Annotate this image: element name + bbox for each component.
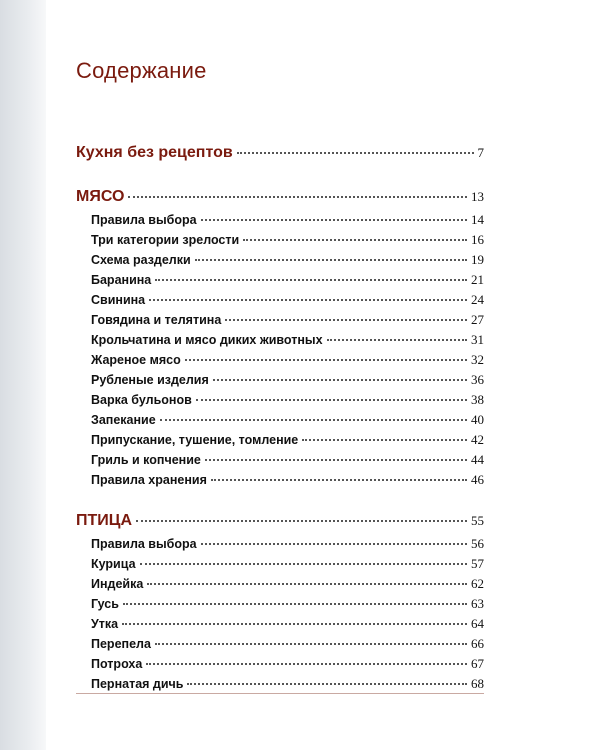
- toc-item-row: [91, 432, 484, 448]
- toc-item-label: Правила хранения: [91, 473, 207, 487]
- toc-section-label: МЯСО: [76, 188, 125, 205]
- toc-item-row: [91, 372, 484, 388]
- dot-leader: [128, 196, 467, 198]
- toc-item-label: Утка: [91, 617, 119, 631]
- toc-item-page: 16: [471, 232, 484, 247]
- toc-item-label: Три категории зрелости: [91, 233, 240, 247]
- toc-item-page: 24: [471, 292, 484, 307]
- toc-item-page: 63: [471, 596, 484, 611]
- dot-leader: [149, 299, 467, 301]
- toc-item-row: [91, 656, 484, 672]
- toc-item-page: 67: [471, 656, 484, 671]
- toc-item-page: 38: [471, 392, 484, 407]
- toc-item-label: Рубленые изделия: [91, 373, 209, 387]
- toc-item-row: [91, 676, 484, 692]
- toc-item-label: Говядина и телятина: [91, 313, 222, 327]
- dot-leader: [195, 259, 467, 261]
- dot-leader: [146, 663, 467, 665]
- dot-leader: [185, 359, 467, 361]
- dot-leader: [122, 623, 467, 625]
- toc-item-row: [91, 212, 484, 228]
- dot-leader: [147, 583, 467, 585]
- toc-item-row: [91, 412, 484, 428]
- toc-item-page: 68: [471, 676, 484, 691]
- toc-item-page: 27: [471, 312, 484, 327]
- toc-item-page: 19: [471, 252, 484, 267]
- dot-leader: [243, 239, 467, 241]
- dot-leader: [302, 439, 467, 441]
- toc-intro-row: [76, 144, 484, 162]
- page-title: Содержание: [76, 58, 207, 83]
- toc-item-row: [91, 472, 484, 488]
- dot-leader: [140, 563, 467, 565]
- toc-item-row: [91, 272, 484, 288]
- toc-intro-page: 7: [477, 145, 484, 160]
- toc-section-label: ПТИЦА: [76, 512, 133, 529]
- toc-item-page: 42: [471, 432, 484, 447]
- toc-item-label: Правила выбора: [91, 537, 197, 551]
- dot-leader: [123, 603, 467, 605]
- dot-leader: [136, 520, 467, 522]
- toc-item-label: Баранина: [91, 273, 152, 287]
- toc-item-row: [91, 556, 484, 572]
- toc-section-row: [76, 188, 484, 206]
- dot-leader: [196, 399, 467, 401]
- toc-item-label: Индейка: [91, 577, 144, 591]
- toc-item-label: Гусь: [91, 597, 119, 611]
- toc-item-row: [91, 332, 484, 348]
- toc-item-row: [91, 452, 484, 468]
- dot-leader: [205, 459, 467, 461]
- toc-item-label: Запекание: [91, 413, 156, 427]
- toc-item-row: [91, 292, 484, 308]
- page-gutter-shadow: [0, 0, 46, 750]
- toc-item-row: [91, 392, 484, 408]
- toc-item-label: Потроха: [91, 657, 143, 671]
- toc-item-row: [91, 576, 484, 592]
- toc-section-page: 13: [471, 189, 484, 204]
- dot-leader: [327, 339, 467, 341]
- dot-leader: [211, 479, 467, 481]
- dot-leader: [187, 683, 467, 685]
- toc-item-label: Схема разделки: [91, 253, 191, 267]
- dot-leader: [201, 219, 467, 221]
- dot-leader: [237, 152, 474, 154]
- toc-item-page: 57: [471, 556, 484, 571]
- toc-item-row: [91, 352, 484, 368]
- dot-leader: [213, 379, 467, 381]
- toc-item-row: [91, 616, 484, 632]
- dot-leader: [155, 643, 467, 645]
- toc-item-label: Крольчатина и мясо диких животных: [91, 333, 323, 347]
- toc-item-page: 32: [471, 352, 484, 367]
- dot-leader: [201, 543, 467, 545]
- toc-item-label: Припускание, тушение, томление: [91, 433, 299, 447]
- toc-item-label: Пернатая дичь: [91, 677, 184, 691]
- toc-item-page: 56: [471, 536, 484, 551]
- toc-item-page: 21: [471, 272, 484, 287]
- toc-item-row: [91, 252, 484, 268]
- toc-item-page: 36: [471, 372, 484, 387]
- toc-item-page: 44: [471, 452, 484, 467]
- toc-item-page: 62: [471, 576, 484, 591]
- toc-item-row: [91, 636, 484, 652]
- dot-leader: [160, 419, 467, 421]
- toc-item-row: [91, 232, 484, 248]
- toc-item-label: Свинина: [91, 293, 146, 307]
- toc-item-page: 66: [471, 636, 484, 651]
- toc-item-page: 46: [471, 472, 484, 487]
- toc-item-page: 31: [471, 332, 484, 347]
- toc-intro-label: Кухня без рецептов: [76, 144, 233, 161]
- toc-item-label: Перепела: [91, 637, 151, 651]
- toc-item-row: [91, 312, 484, 328]
- dot-leader: [225, 319, 467, 321]
- toc-item-page: 64: [471, 616, 484, 631]
- toc-item-label: Жареное мясо: [91, 353, 181, 367]
- toc-item-page: 40: [471, 412, 484, 427]
- toc-section-row: [76, 512, 484, 530]
- toc-item-row: [91, 536, 484, 552]
- toc-section-page: 55: [471, 513, 484, 528]
- toc-item-row: [91, 596, 484, 612]
- toc-item-label: Гриль и копчение: [91, 453, 201, 467]
- toc-item-label: Варка бульонов: [91, 393, 192, 407]
- toc-item-page: 14: [471, 212, 484, 227]
- toc-item-label: Курица: [91, 557, 136, 571]
- dot-leader: [155, 279, 467, 281]
- bottom-rule: [76, 693, 484, 694]
- toc-item-label: Правила выбора: [91, 213, 197, 227]
